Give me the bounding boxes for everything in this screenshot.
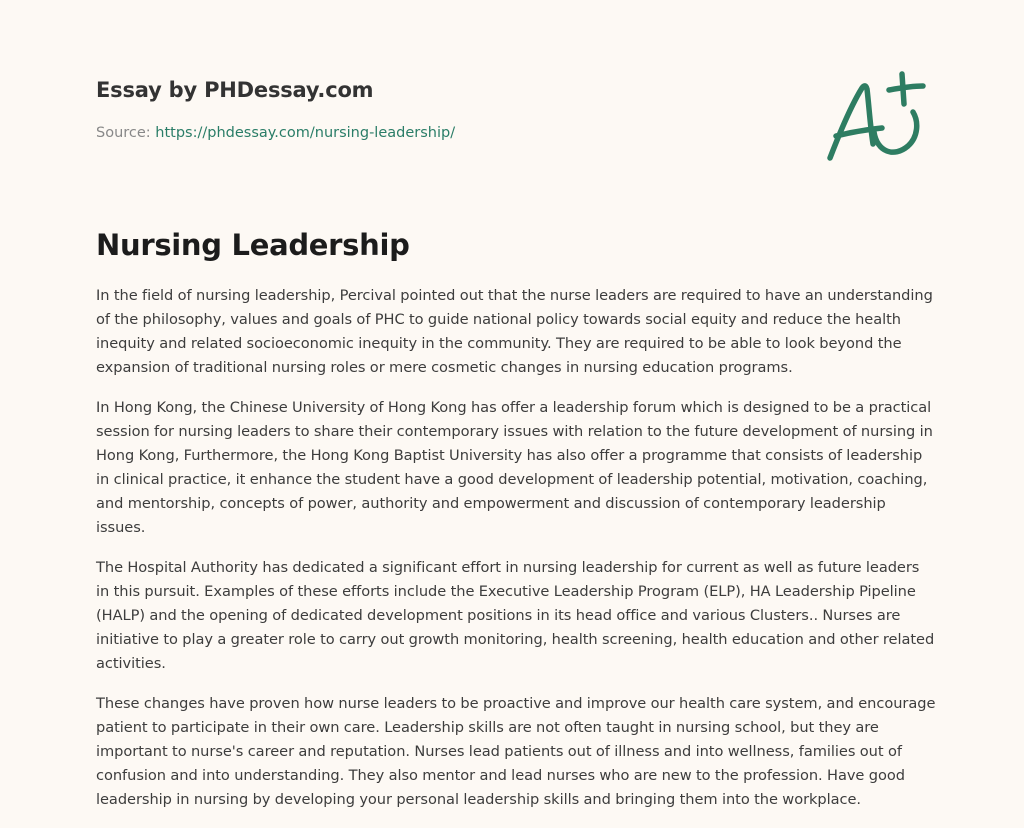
article-paragraph: In Hong Kong, the Chinese University of Hong Kong has offer a leadership forum which is designed to be a practical session for nursing leaders to share their contemporary issues with relation to the future development of nursing in Hong Kong, Furthermore, the Hong Kong Baptist University has also offer a programme that consists of leadership in clinical practice, it enhance the student have a good development of leadership potential, motivation, coaching, and mentorship, concepts of power, authority and empowerment and discussion of contemporary leadership issues.	[96, 399, 933, 536]
page-header	[96, 76, 796, 143]
article-paragraph: These changes have proven how nurse leaders to be proactive and improve our health care system, and encourage patient to participate in their own care. Leadership skills are not often taught in nursing school, but they are important to nurse's career and reputation. Nurses lead patients out of illness and into wellness, families out of confusion and into understanding. They also mentor and lead nurses who are new to the profession. Have good leadership in nursing by developing your personal leadership skills and bringing them into the workplace.	[96, 695, 936, 808]
page-title: Nursing Leadership	[96, 228, 410, 262]
a-plus-grade-icon	[822, 66, 928, 166]
article-paragraph: In the field of nursing leadership, Percival pointed out that the nurse leaders are required to have an understanding of the philosophy, values and goals of PHC to guide national policy towards social equity and reduce the health inequity and related socioeconomic inequity in the community. They are required to be able to look beyond the expansion of traditional nursing roles or mere cosmetic changes in nursing education programs.	[96, 287, 933, 376]
source-line	[96, 123, 796, 143]
brand-title: Essay by PHDessay.com	[96, 78, 374, 102]
source-label: Source:	[96, 125, 156, 141]
article-paragraph: The Hospital Authority has dedicated a significant effort in nursing leadership for current as well as future leaders in this pursuit. Examples of these efforts include the Executive Leadership Program (ELP), HA Leadership Pipeline (HALP) and the opening of dedicated development positions in its head office and various Clusters.. Nurses are initiative to play a greater role to carry out growth monitoring, health screening, health education and other related activities.	[96, 559, 935, 672]
source-link[interactable]: https://phdessay.com/nursing-leadership/	[155, 125, 456, 141]
article	[96, 224, 936, 828]
